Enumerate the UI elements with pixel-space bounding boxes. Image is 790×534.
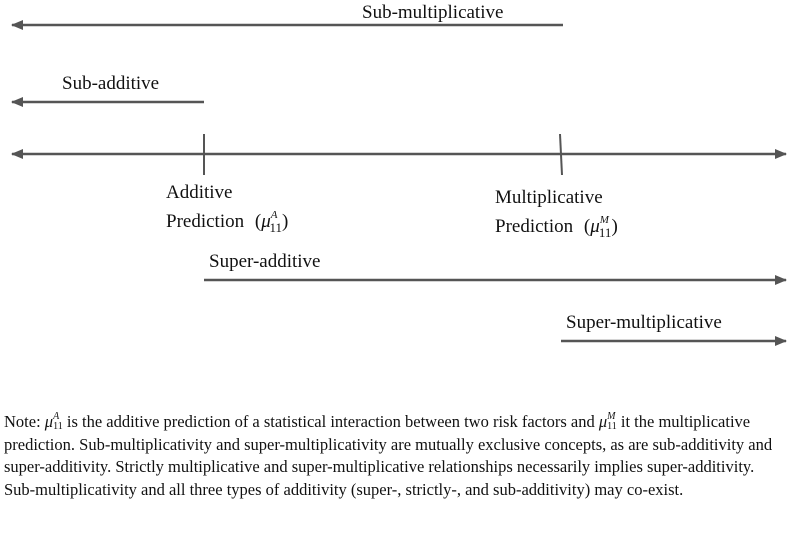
- multiplicative-tick: [560, 134, 562, 175]
- multiplicative-prediction-line1: Multiplicative: [495, 187, 603, 208]
- sub-multiplicative-label: Sub-multiplicative: [362, 2, 504, 23]
- note-part1: is the additive prediction of a statistical interaction between two risk factors and: [62, 412, 599, 431]
- note-mu-multiplicative-scripts: M 11: [607, 411, 617, 433]
- super-multiplicative-label: Super-multiplicative: [566, 312, 722, 333]
- note-mu-multiplicative: μ: [598, 412, 608, 431]
- note-lead: Note:: [4, 412, 45, 431]
- additive-prediction-line2: Prediction ($\mu^A$ 11): [166, 209, 289, 235]
- super-additive-label: Super-additive: [209, 251, 321, 272]
- sub-additive-label: Sub-additive: [62, 73, 160, 94]
- multiplicative-prediction-line2: Prediction ($\mu^M$ 11): [495, 214, 618, 240]
- figure-note: [4, 411, 788, 501]
- note-part2: it the multiplicative prediction. Sub-multiplicativity and super-multiplicativity are mutually exclusive concepts, as are sub-additivity and super-additivity. Strictly multiplicative and super-multiplicative relationships necessarily implies super-additivity. Sub-multiplicativity and all three types of additivity (super-, strictly-, and sub-additivity) may co-exist.: [4, 412, 773, 499]
- additive-prediction-line1: Additive: [166, 182, 233, 203]
- note-mu-additive: μ: [44, 412, 54, 431]
- note-mu-additive-scripts: A 11: [53, 411, 63, 433]
